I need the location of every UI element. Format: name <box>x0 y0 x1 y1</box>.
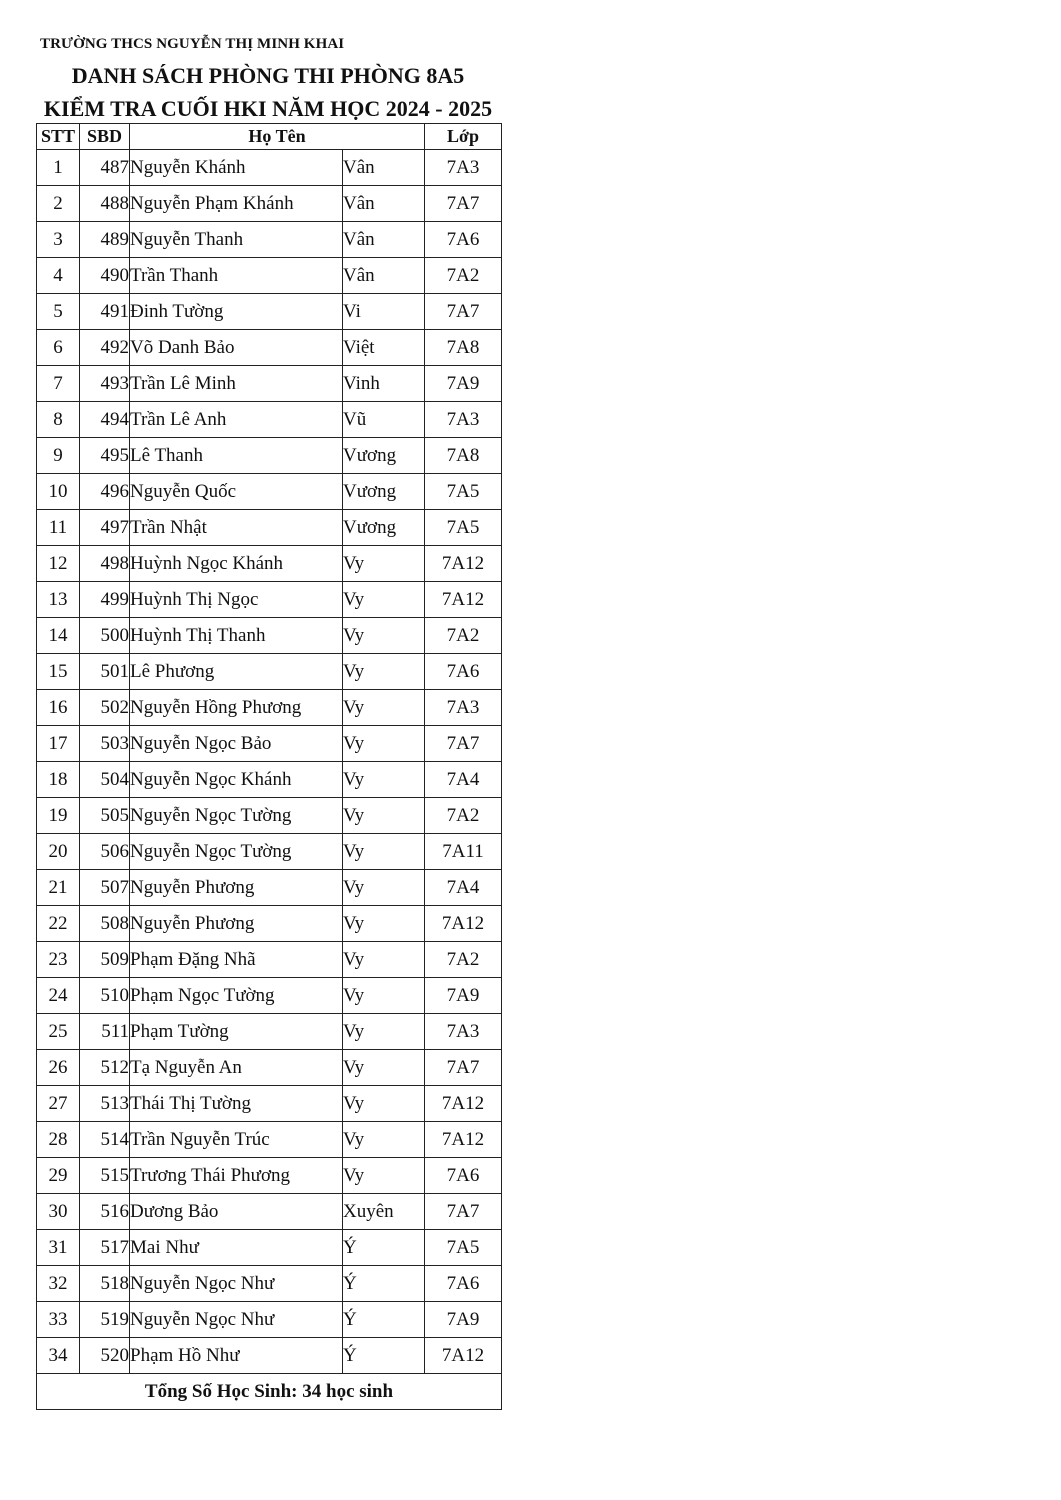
table-row <box>37 150 502 186</box>
cell-given-name: Vy <box>343 978 425 1014</box>
cell-class: 7A7 <box>425 726 502 762</box>
cell-class: 7A3 <box>425 1014 502 1050</box>
cell-class: 7A2 <box>425 942 502 978</box>
cell-given-name: Vy <box>343 1158 425 1194</box>
school-name: TRƯỜNG THCS NGUYỄN THỊ MINH KHAI <box>40 36 345 52</box>
cell-surname: Trần Nguyễn Trúc <box>130 1122 343 1158</box>
cell-given-name: Vương <box>343 438 425 474</box>
cell-class: 7A12 <box>425 1086 502 1122</box>
cell-stt: 13 <box>37 582 80 618</box>
cell-given-name: Vy <box>343 582 425 618</box>
cell-given-name: Vy <box>343 1086 425 1122</box>
cell-sbd: 501 <box>80 654 130 690</box>
cell-sbd: 508 <box>80 906 130 942</box>
cell-class: 7A2 <box>425 258 502 294</box>
cell-class: 7A7 <box>425 186 502 222</box>
cell-given-name: Vy <box>343 726 425 762</box>
cell-stt: 4 <box>37 258 80 294</box>
cell-class: 7A5 <box>425 474 502 510</box>
cell-class: 7A7 <box>425 1050 502 1086</box>
cell-given-name: Vũ <box>343 402 425 438</box>
table-row <box>37 870 502 906</box>
table-row <box>37 690 502 726</box>
cell-sbd: 505 <box>80 798 130 834</box>
table-row <box>37 366 502 402</box>
cell-sbd: 489 <box>80 222 130 258</box>
cell-class: 7A3 <box>425 150 502 186</box>
cell-surname: Nguyễn Phương <box>130 906 343 942</box>
column-header-name: Họ Tên <box>130 124 425 150</box>
table-row <box>37 222 502 258</box>
cell-sbd: 491 <box>80 294 130 330</box>
cell-given-name: Việt <box>343 330 425 366</box>
cell-stt: 15 <box>37 654 80 690</box>
cell-sbd: 487 <box>80 150 130 186</box>
cell-surname: Trần Nhật <box>130 510 343 546</box>
table-row <box>37 1122 502 1158</box>
cell-sbd: 496 <box>80 474 130 510</box>
cell-surname: Đinh Tường <box>130 294 343 330</box>
cell-surname: Võ Danh Bảo <box>130 330 343 366</box>
table-row <box>37 1302 502 1338</box>
table-row <box>37 1266 502 1302</box>
table-row <box>37 1014 502 1050</box>
table-row <box>37 906 502 942</box>
cell-stt: 2 <box>37 186 80 222</box>
table-row <box>37 1230 502 1266</box>
cell-class: 7A12 <box>425 546 502 582</box>
cell-stt: 11 <box>37 510 80 546</box>
table-row <box>37 1338 502 1374</box>
table-row <box>37 1050 502 1086</box>
cell-sbd: 519 <box>80 1302 130 1338</box>
cell-class: 7A6 <box>425 222 502 258</box>
cell-stt: 25 <box>37 1014 80 1050</box>
cell-class: 7A3 <box>425 690 502 726</box>
cell-class: 7A2 <box>425 798 502 834</box>
cell-surname: Phạm Ngọc Tường <box>130 978 343 1014</box>
cell-given-name: Ý <box>343 1338 425 1374</box>
cell-class: 7A6 <box>425 1158 502 1194</box>
cell-class: 7A7 <box>425 1194 502 1230</box>
cell-sbd: 494 <box>80 402 130 438</box>
cell-stt: 12 <box>37 546 80 582</box>
cell-surname: Dương Bảo <box>130 1194 343 1230</box>
cell-given-name: Vy <box>343 690 425 726</box>
table-row <box>37 438 502 474</box>
cell-stt: 29 <box>37 1158 80 1194</box>
roster-body <box>37 150 502 1374</box>
table-row <box>37 294 502 330</box>
cell-class: 7A5 <box>425 1230 502 1266</box>
cell-class: 7A12 <box>425 582 502 618</box>
exam-room-roster-table <box>36 123 502 1410</box>
cell-sbd: 512 <box>80 1050 130 1086</box>
cell-surname: Nguyễn Ngọc Tường <box>130 834 343 870</box>
document-subtitle: KIỂM TRA CUỐI HKI NĂM HỌC 2024 - 2025 <box>43 96 493 121</box>
cell-sbd: 506 <box>80 834 130 870</box>
cell-stt: 27 <box>37 1086 80 1122</box>
cell-stt: 21 <box>37 870 80 906</box>
cell-surname: Nguyễn Ngọc Như <box>130 1302 343 1338</box>
cell-surname: Lê Phương <box>130 654 343 690</box>
cell-class: 7A7 <box>425 294 502 330</box>
cell-given-name: Ý <box>343 1302 425 1338</box>
table-row <box>37 726 502 762</box>
cell-given-name: Vy <box>343 834 425 870</box>
cell-surname: Nguyễn Ngọc Khánh <box>130 762 343 798</box>
column-header-stt: STT <box>37 124 80 150</box>
document-title: DANH SÁCH PHÒNG THI PHÒNG 8A5 <box>71 63 465 88</box>
cell-stt: 18 <box>37 762 80 798</box>
cell-sbd: 499 <box>80 582 130 618</box>
cell-given-name: Vy <box>343 1014 425 1050</box>
cell-given-name: Vân <box>343 150 425 186</box>
cell-given-name: Vy <box>343 654 425 690</box>
cell-surname: Huỳnh Thị Thanh <box>130 618 343 654</box>
cell-given-name: Vy <box>343 762 425 798</box>
table-header-row <box>37 124 502 150</box>
cell-sbd: 498 <box>80 546 130 582</box>
cell-given-name: Vy <box>343 1122 425 1158</box>
cell-stt: 22 <box>37 906 80 942</box>
cell-given-name: Vân <box>343 222 425 258</box>
cell-class: 7A12 <box>425 1338 502 1374</box>
cell-surname: Mai Như <box>130 1230 343 1266</box>
table-row <box>37 798 502 834</box>
cell-given-name: Vân <box>343 186 425 222</box>
cell-stt: 5 <box>37 294 80 330</box>
table-row <box>37 330 502 366</box>
cell-sbd: 493 <box>80 366 130 402</box>
cell-surname: Nguyễn Ngọc Như <box>130 1266 343 1302</box>
cell-sbd: 513 <box>80 1086 130 1122</box>
table-row <box>37 582 502 618</box>
table-row <box>37 1158 502 1194</box>
cell-surname: Tạ Nguyễn An <box>130 1050 343 1086</box>
cell-surname: Nguyễn Thanh <box>130 222 343 258</box>
cell-class: 7A2 <box>425 618 502 654</box>
cell-sbd: 517 <box>80 1230 130 1266</box>
cell-surname: Huỳnh Ngọc Khánh <box>130 546 343 582</box>
cell-sbd: 490 <box>80 258 130 294</box>
cell-sbd: 507 <box>80 870 130 906</box>
table-row <box>37 402 502 438</box>
table-row <box>37 1086 502 1122</box>
cell-sbd: 518 <box>80 1266 130 1302</box>
cell-given-name: Vy <box>343 618 425 654</box>
cell-stt: 28 <box>37 1122 80 1158</box>
table-row <box>37 618 502 654</box>
cell-sbd: 502 <box>80 690 130 726</box>
cell-class: 7A4 <box>425 870 502 906</box>
cell-sbd: 504 <box>80 762 130 798</box>
cell-surname: Phạm Đặng Nhã <box>130 942 343 978</box>
cell-given-name: Vinh <box>343 366 425 402</box>
cell-surname: Nguyễn Hồng Phương <box>130 690 343 726</box>
cell-class: 7A5 <box>425 510 502 546</box>
cell-given-name: Xuyên <box>343 1194 425 1230</box>
cell-sbd: 503 <box>80 726 130 762</box>
cell-class: 7A9 <box>425 978 502 1014</box>
cell-stt: 1 <box>37 150 80 186</box>
cell-given-name: Vương <box>343 510 425 546</box>
column-header-class: Lớp <box>425 124 502 150</box>
cell-given-name: Vy <box>343 870 425 906</box>
cell-surname: Trần Lê Anh <box>130 402 343 438</box>
cell-surname: Huỳnh Thị Ngọc <box>130 582 343 618</box>
total-students: Tổng Số Học Sinh: 34 học sinh <box>37 1374 502 1410</box>
cell-class: 7A12 <box>425 1122 502 1158</box>
table-row <box>37 834 502 870</box>
cell-surname: Phạm Hồ Như <box>130 1338 343 1374</box>
cell-class: 7A9 <box>425 366 502 402</box>
cell-stt: 32 <box>37 1266 80 1302</box>
cell-stt: 16 <box>37 690 80 726</box>
cell-stt: 10 <box>37 474 80 510</box>
cell-stt: 31 <box>37 1230 80 1266</box>
table-row <box>37 654 502 690</box>
cell-sbd: 514 <box>80 1122 130 1158</box>
cell-stt: 6 <box>37 330 80 366</box>
cell-surname: Thái Thị Tường <box>130 1086 343 1122</box>
cell-class: 7A12 <box>425 906 502 942</box>
cell-class: 7A9 <box>425 1302 502 1338</box>
cell-class: 7A8 <box>425 438 502 474</box>
cell-stt: 19 <box>37 798 80 834</box>
cell-stt: 14 <box>37 618 80 654</box>
cell-given-name: Vương <box>343 474 425 510</box>
cell-class: 7A4 <box>425 762 502 798</box>
cell-stt: 3 <box>37 222 80 258</box>
cell-sbd: 520 <box>80 1338 130 1374</box>
table-row <box>37 762 502 798</box>
cell-sbd: 492 <box>80 330 130 366</box>
cell-surname: Trần Thanh <box>130 258 343 294</box>
cell-surname: Nguyễn Khánh <box>130 150 343 186</box>
cell-given-name: Vy <box>343 1050 425 1086</box>
cell-given-name: Vy <box>343 906 425 942</box>
cell-stt: 33 <box>37 1302 80 1338</box>
cell-stt: 26 <box>37 1050 80 1086</box>
cell-sbd: 497 <box>80 510 130 546</box>
cell-given-name: Vân <box>343 258 425 294</box>
cell-class: 7A8 <box>425 330 502 366</box>
cell-sbd: 495 <box>80 438 130 474</box>
cell-surname: Phạm Tường <box>130 1014 343 1050</box>
table-row <box>37 978 502 1014</box>
cell-given-name: Ý <box>343 1266 425 1302</box>
cell-sbd: 511 <box>80 1014 130 1050</box>
table-row <box>37 510 502 546</box>
table-row <box>37 942 502 978</box>
table-row <box>37 258 502 294</box>
table-footer-row <box>37 1374 502 1410</box>
cell-stt: 34 <box>37 1338 80 1374</box>
cell-surname: Nguyễn Ngọc Bảo <box>130 726 343 762</box>
cell-given-name: Vy <box>343 942 425 978</box>
cell-stt: 20 <box>37 834 80 870</box>
cell-stt: 9 <box>37 438 80 474</box>
cell-given-name: Vy <box>343 546 425 582</box>
cell-sbd: 500 <box>80 618 130 654</box>
cell-surname: Trần Lê Minh <box>130 366 343 402</box>
cell-given-name: Vy <box>343 798 425 834</box>
cell-stt: 30 <box>37 1194 80 1230</box>
cell-class: 7A11 <box>425 834 502 870</box>
cell-sbd: 516 <box>80 1194 130 1230</box>
cell-sbd: 488 <box>80 186 130 222</box>
cell-surname: Nguyễn Phương <box>130 870 343 906</box>
cell-stt: 24 <box>37 978 80 1014</box>
cell-given-name: Vi <box>343 294 425 330</box>
table-row <box>37 1194 502 1230</box>
cell-class: 7A6 <box>425 1266 502 1302</box>
cell-stt: 7 <box>37 366 80 402</box>
cell-sbd: 509 <box>80 942 130 978</box>
cell-stt: 8 <box>37 402 80 438</box>
cell-stt: 23 <box>37 942 80 978</box>
cell-surname: Trương Thái Phương <box>130 1158 343 1194</box>
cell-surname: Nguyễn Quốc <box>130 474 343 510</box>
table-row <box>37 474 502 510</box>
cell-surname: Lê Thanh <box>130 438 343 474</box>
cell-sbd: 515 <box>80 1158 130 1194</box>
cell-class: 7A6 <box>425 654 502 690</box>
cell-stt: 17 <box>37 726 80 762</box>
cell-class: 7A3 <box>425 402 502 438</box>
cell-sbd: 510 <box>80 978 130 1014</box>
table-row <box>37 186 502 222</box>
cell-given-name: Ý <box>343 1230 425 1266</box>
table-row <box>37 546 502 582</box>
column-header-sbd: SBD <box>80 124 130 150</box>
cell-surname: Nguyễn Ngọc Tường <box>130 798 343 834</box>
cell-surname: Nguyễn Phạm Khánh <box>130 186 343 222</box>
